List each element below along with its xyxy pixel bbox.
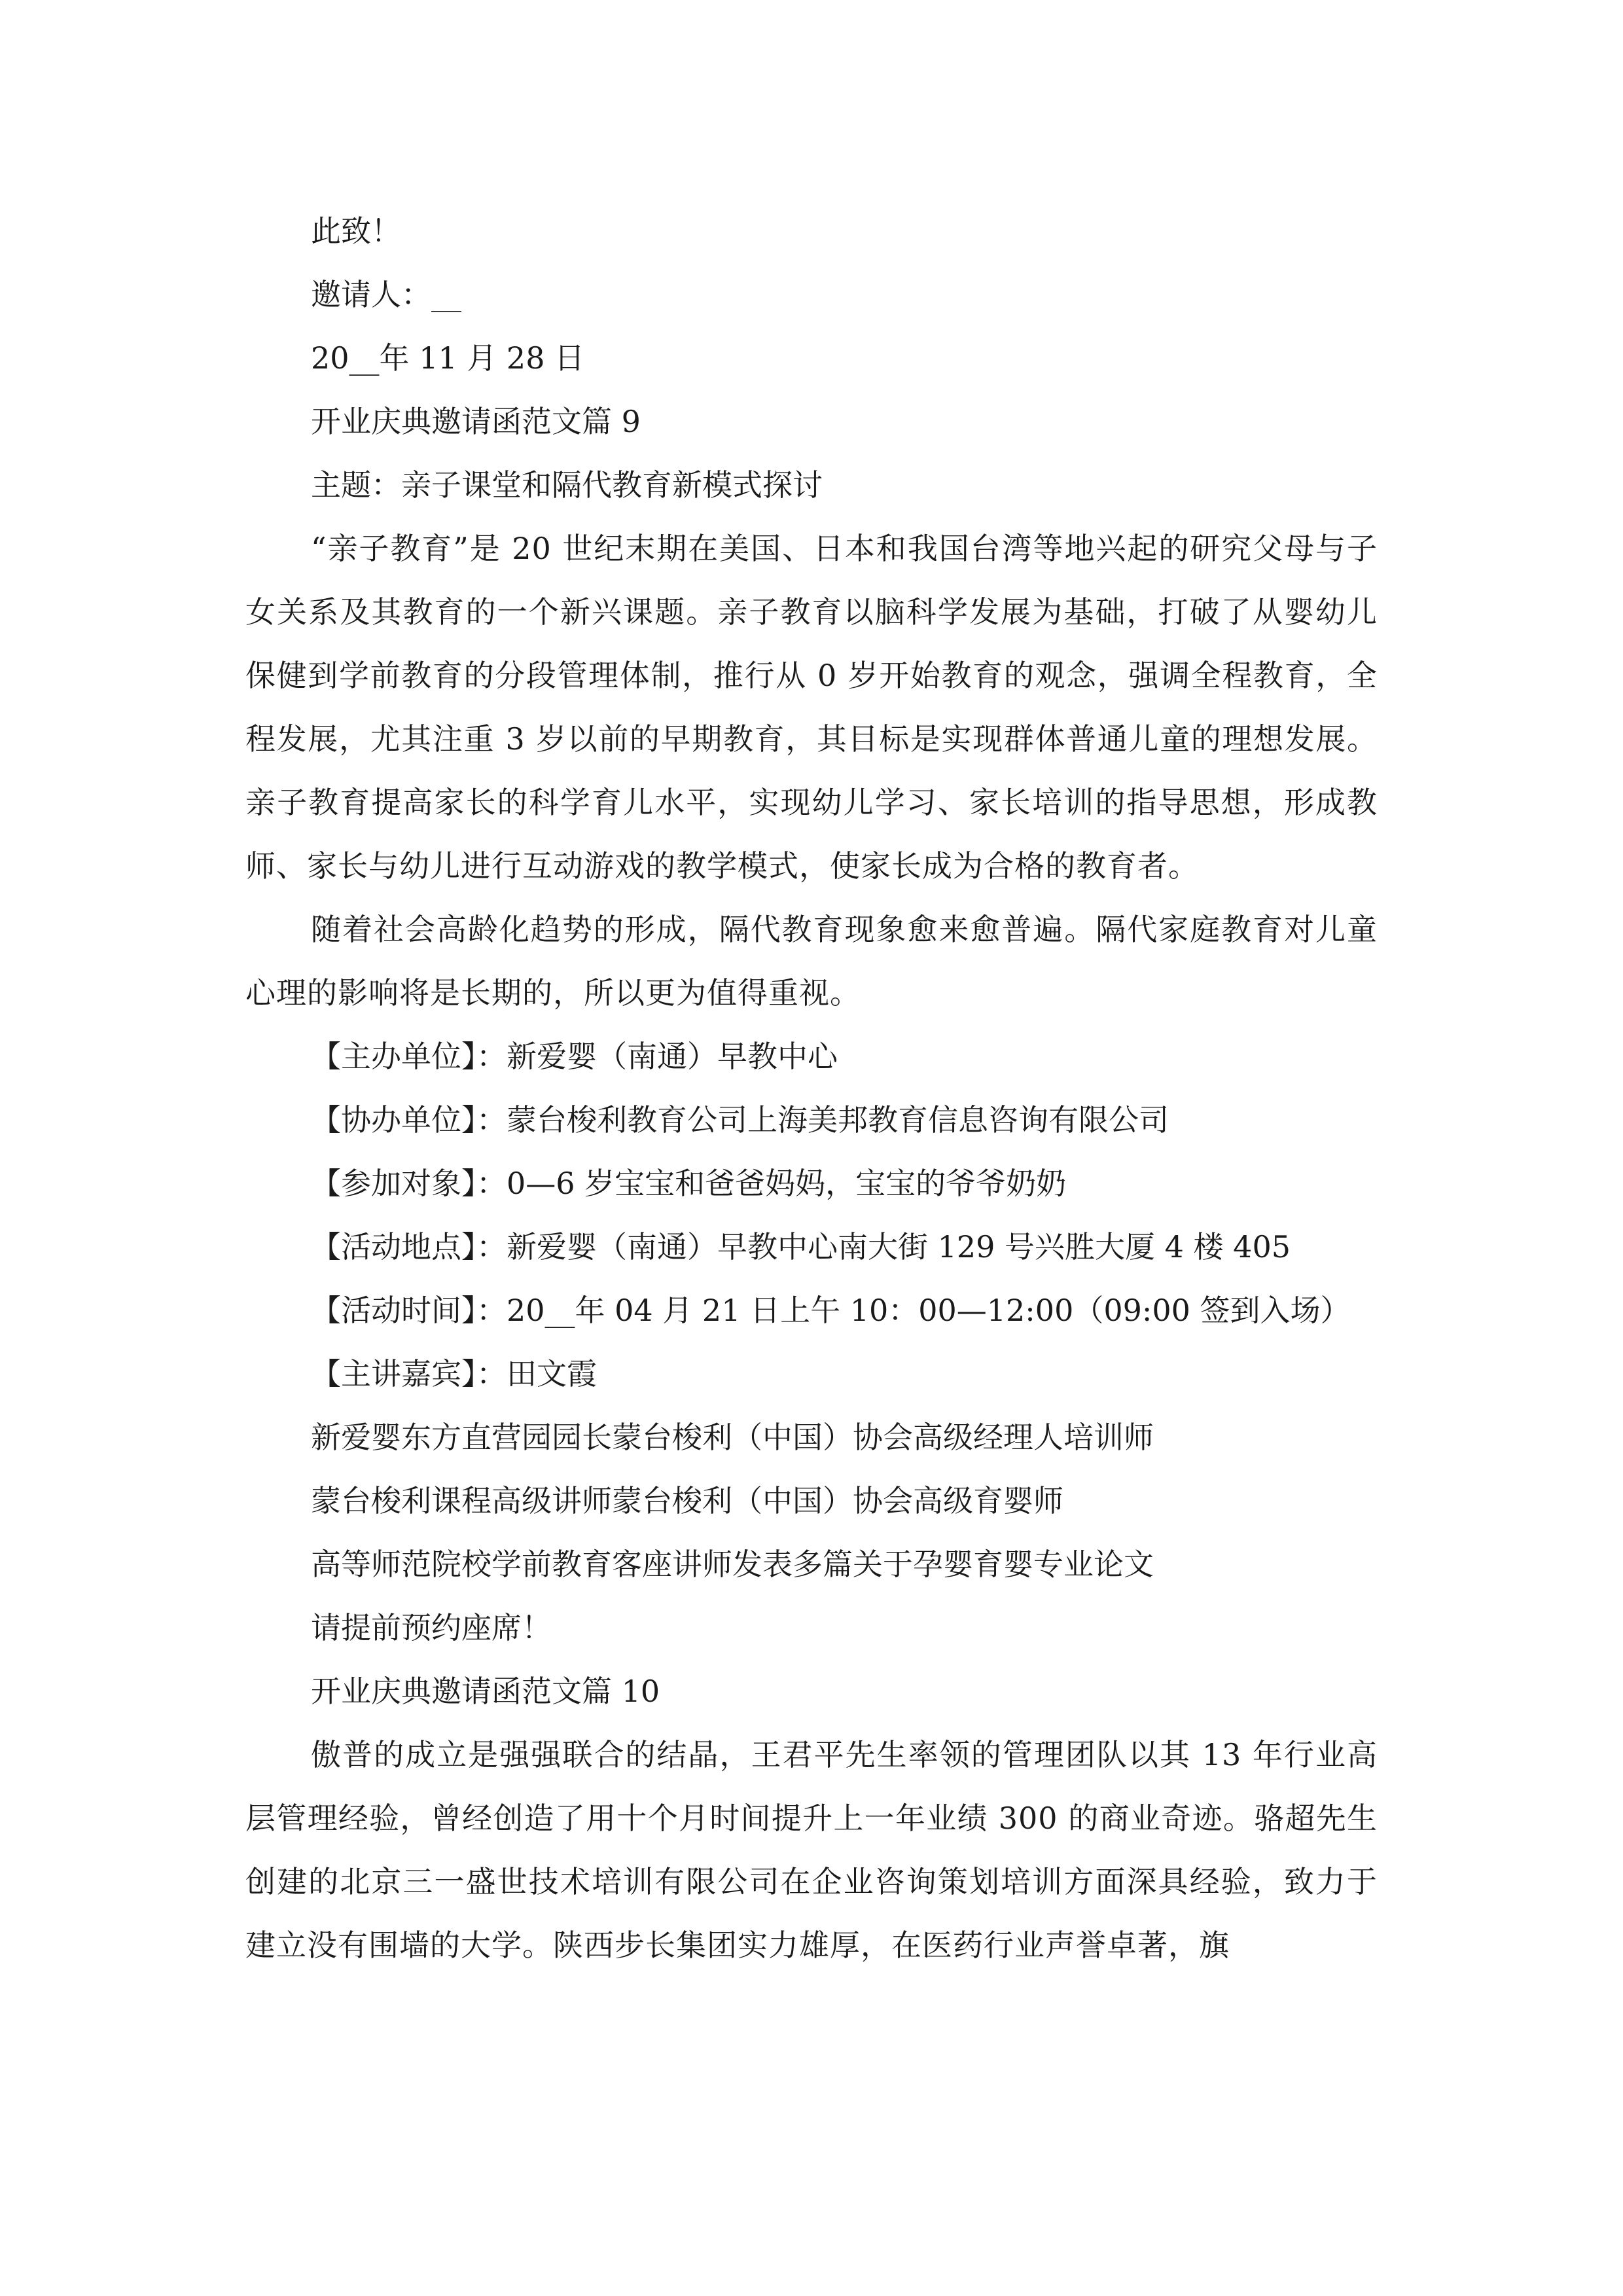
event-time: 【活动时间】：20__年 04 月 21 日上午 10：00—12:00（09:00 签到入场） bbox=[311, 1293, 1351, 1328]
letter-date: 20__年 11 月 28 日 bbox=[311, 340, 585, 376]
section-9-heading: 开业庆典邀请函范文篇 9 bbox=[311, 404, 641, 439]
keynote-speaker: 【主讲嘉宾】：田文霞 bbox=[311, 1356, 597, 1391]
section-9-theme: 主题：亲子课堂和隔代教育新模式探讨 bbox=[311, 467, 823, 503]
host-organizer: 【主办单位】：新爱婴（南通）早教中心 bbox=[311, 1039, 838, 1074]
inviter-line: 邀请人：__ bbox=[311, 277, 461, 312]
reservation-note: 请提前预约座席！ bbox=[311, 1610, 552, 1645]
section-10-heading: 开业庆典邀请函范文篇 10 bbox=[311, 1674, 660, 1709]
co-organizer: 【协办单位】：蒙台梭利教育公司上海美邦教育信息咨询有限公司 bbox=[311, 1102, 1169, 1138]
section-9-paragraph-1: “亲子教育”是 20 世纪末期在美国、日本和我国台湾等地兴起的研究父母与子女关系及其教育的一个新兴课题。亲子教育以脑科学发展为基础，打破了从婴幼儿保健到学前教育的分段管理体制，推行从 0 岁开始教育的观念，强调全程教育，全程发展，尤其注重 3 岁以前的早期教育，其目标是实现群体普通儿童的理想发展。亲子教育提高家长的科学育儿水平，实现幼儿学习、家长培训的指导思想，形成教师、家长与幼儿进行互动游戏的教学模式，使家长成为合格的教育者。 bbox=[245, 531, 1378, 884]
target-audience: 【参加对象】：0—6 岁宝宝和爸爸妈妈，宝宝的爷爷奶奶 bbox=[311, 1166, 1067, 1201]
document-body bbox=[245, 200, 1378, 1977]
speaker-bio-2: 蒙台梭利课程高级讲师蒙台梭利（中国）协会高级育婴师 bbox=[311, 1483, 1063, 1518]
closing-salutation: 此致！ bbox=[311, 213, 401, 249]
speaker-bio-1: 新爱婴东方直营园园长蒙台梭利（中国）协会高级经理人培训师 bbox=[311, 1420, 1154, 1455]
section-10-paragraph-1: 傲普的成立是强强联合的结晶，王君平先生率领的管理团队以其 13 年行业高层管理经验，曾经创造了用十个月时间提升上一年业绩 300 的商业奇迹。骆超先生创建的北京三一盛世技术培训有限公司在企业咨询策划培训方面深具经验，致力于建立没有围墙的大学。陕西步长集团实力雄厚，在医药行业声誉卓著，旗 bbox=[245, 1737, 1378, 1963]
event-venue: 【活动地点】：新爱婴（南通）早教中心南大街 129 号兴胜大厦 4 楼 405 bbox=[311, 1229, 1291, 1265]
speaker-bio-3: 高等师范院校学前教育客座讲师发表多篇关于孕婴育婴专业论文 bbox=[311, 1547, 1154, 1582]
section-9-paragraph-2: 随着社会高龄化趋势的形成，隔代教育现象愈来愈普遍。隔代家庭教育对儿童心理的影响将是长期的，所以更为值得重视。 bbox=[245, 912, 1378, 1011]
